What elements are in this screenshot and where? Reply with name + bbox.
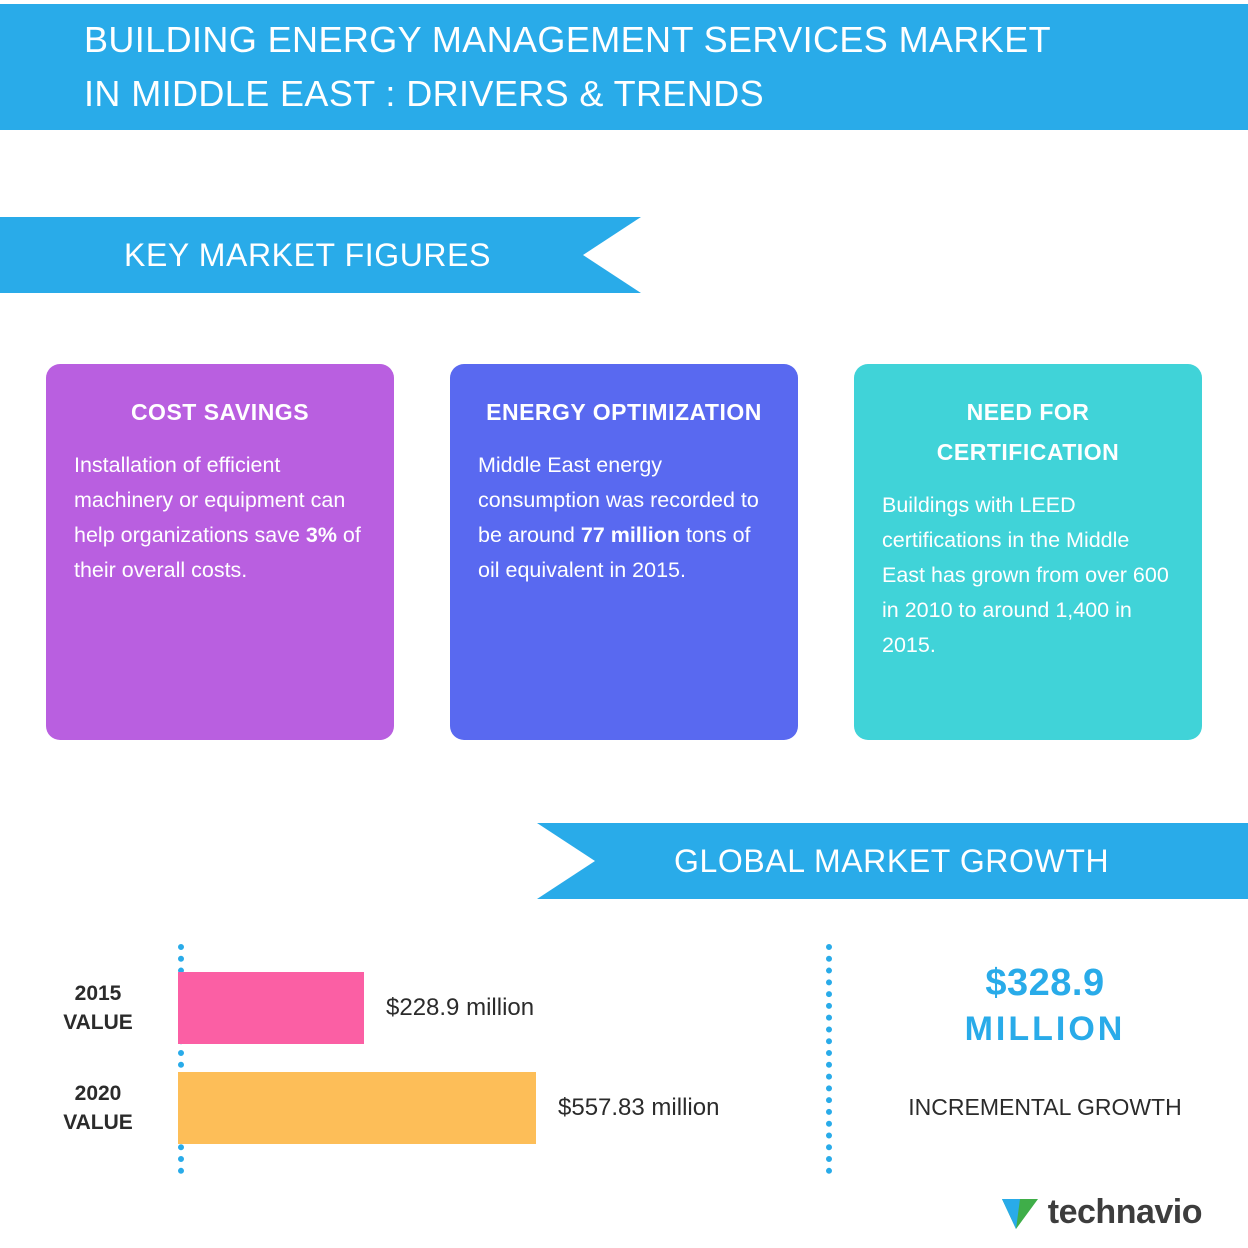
chart-category-label-2015-line1: 2015	[74, 982, 122, 1005]
incremental-growth-unit: MILLION	[964, 1010, 1126, 1048]
card-title-need-for-certification: NEED FOR CERTIFICATION	[936, 399, 1120, 465]
card-highlight-energy-optimization: 77 million	[580, 523, 680, 547]
header-banner	[0, 4, 1248, 130]
incremental-growth-value: $328.9	[985, 962, 1105, 1004]
card-title-cost-savings: COST SAVINGS	[130, 399, 310, 425]
page-title-line-1: BUILDING ENERGY MANAGEMENT SERVICES MARKET	[84, 19, 1052, 60]
page-title-line-2: IN MIDDLE EAST : DRIVERS & TRENDS	[84, 73, 765, 114]
section-header-global-market-growth	[538, 823, 1248, 899]
section-title-global-market-growth: GLOBAL MARKET GROWTH	[674, 842, 1110, 879]
logo-text-navio: navio	[1115, 1193, 1202, 1231]
card-text-before-need-for-certification: Buildings with LEED certifications in the Middle East has grown from over 600 in 2010 to around 1,400 in 2015.	[882, 493, 1169, 657]
card-energy-optimization	[450, 364, 798, 740]
chart-value-label-2015: $228.9 million	[386, 994, 535, 1021]
chart-divider-right	[826, 944, 838, 1174]
card-cost-savings	[46, 364, 394, 740]
card-body-energy-optimization	[478, 448, 770, 588]
chart-row-2020	[18, 1072, 719, 1144]
section-header-key-market-figures	[0, 217, 640, 293]
card-body-cost-savings	[74, 448, 366, 588]
play-triangle-icon	[1000, 1195, 1040, 1231]
incremental-growth-block	[850, 960, 1240, 1121]
chart-category-label-2020	[18, 1079, 178, 1137]
chart-category-label-2020-line2: VALUE	[63, 1111, 133, 1134]
card-need-for-certification	[854, 364, 1202, 740]
logo-text-tech: tech	[1047, 1193, 1116, 1231]
chart-category-label-2015	[18, 979, 178, 1037]
chart-category-label-2015-line2: VALUE	[63, 1011, 133, 1034]
chart-bar-2015	[178, 972, 364, 1044]
key-figure-card-list	[46, 364, 1202, 740]
logo-text	[1048, 1193, 1202, 1232]
ribbon-arrow-icon	[537, 823, 595, 899]
section-title-key-market-figures: KEY MARKET FIGURES	[124, 236, 492, 273]
chart-row-2015	[18, 972, 534, 1044]
card-text-before-energy-optimization: Middle East energy consumption was recorded to be around	[478, 453, 759, 547]
market-growth-chart	[0, 930, 1248, 1190]
card-title-energy-optimization: ENERGY OPTIMIZATION	[486, 399, 762, 425]
card-text-before-cost-savings: Installation of efficient machinery or equipment can help organizations save	[74, 453, 346, 547]
technavio-logo	[1000, 1193, 1202, 1232]
incremental-growth-caption: INCREMENTAL GROWTH	[908, 1094, 1182, 1120]
chart-value-label-2020: $557.83 million	[558, 1094, 720, 1121]
card-text-after-energy-optimization: tons of oil equivalent in 2015.	[478, 523, 751, 582]
ribbon-arrow-icon	[583, 217, 641, 293]
card-body-need-for-certification	[882, 488, 1174, 663]
chart-bar-2020	[178, 1072, 536, 1144]
card-text-after-cost-savings: of their overall costs.	[74, 523, 361, 582]
card-highlight-cost-savings: 3%	[305, 523, 337, 547]
chart-category-label-2020-line1: 2020	[74, 1082, 122, 1105]
